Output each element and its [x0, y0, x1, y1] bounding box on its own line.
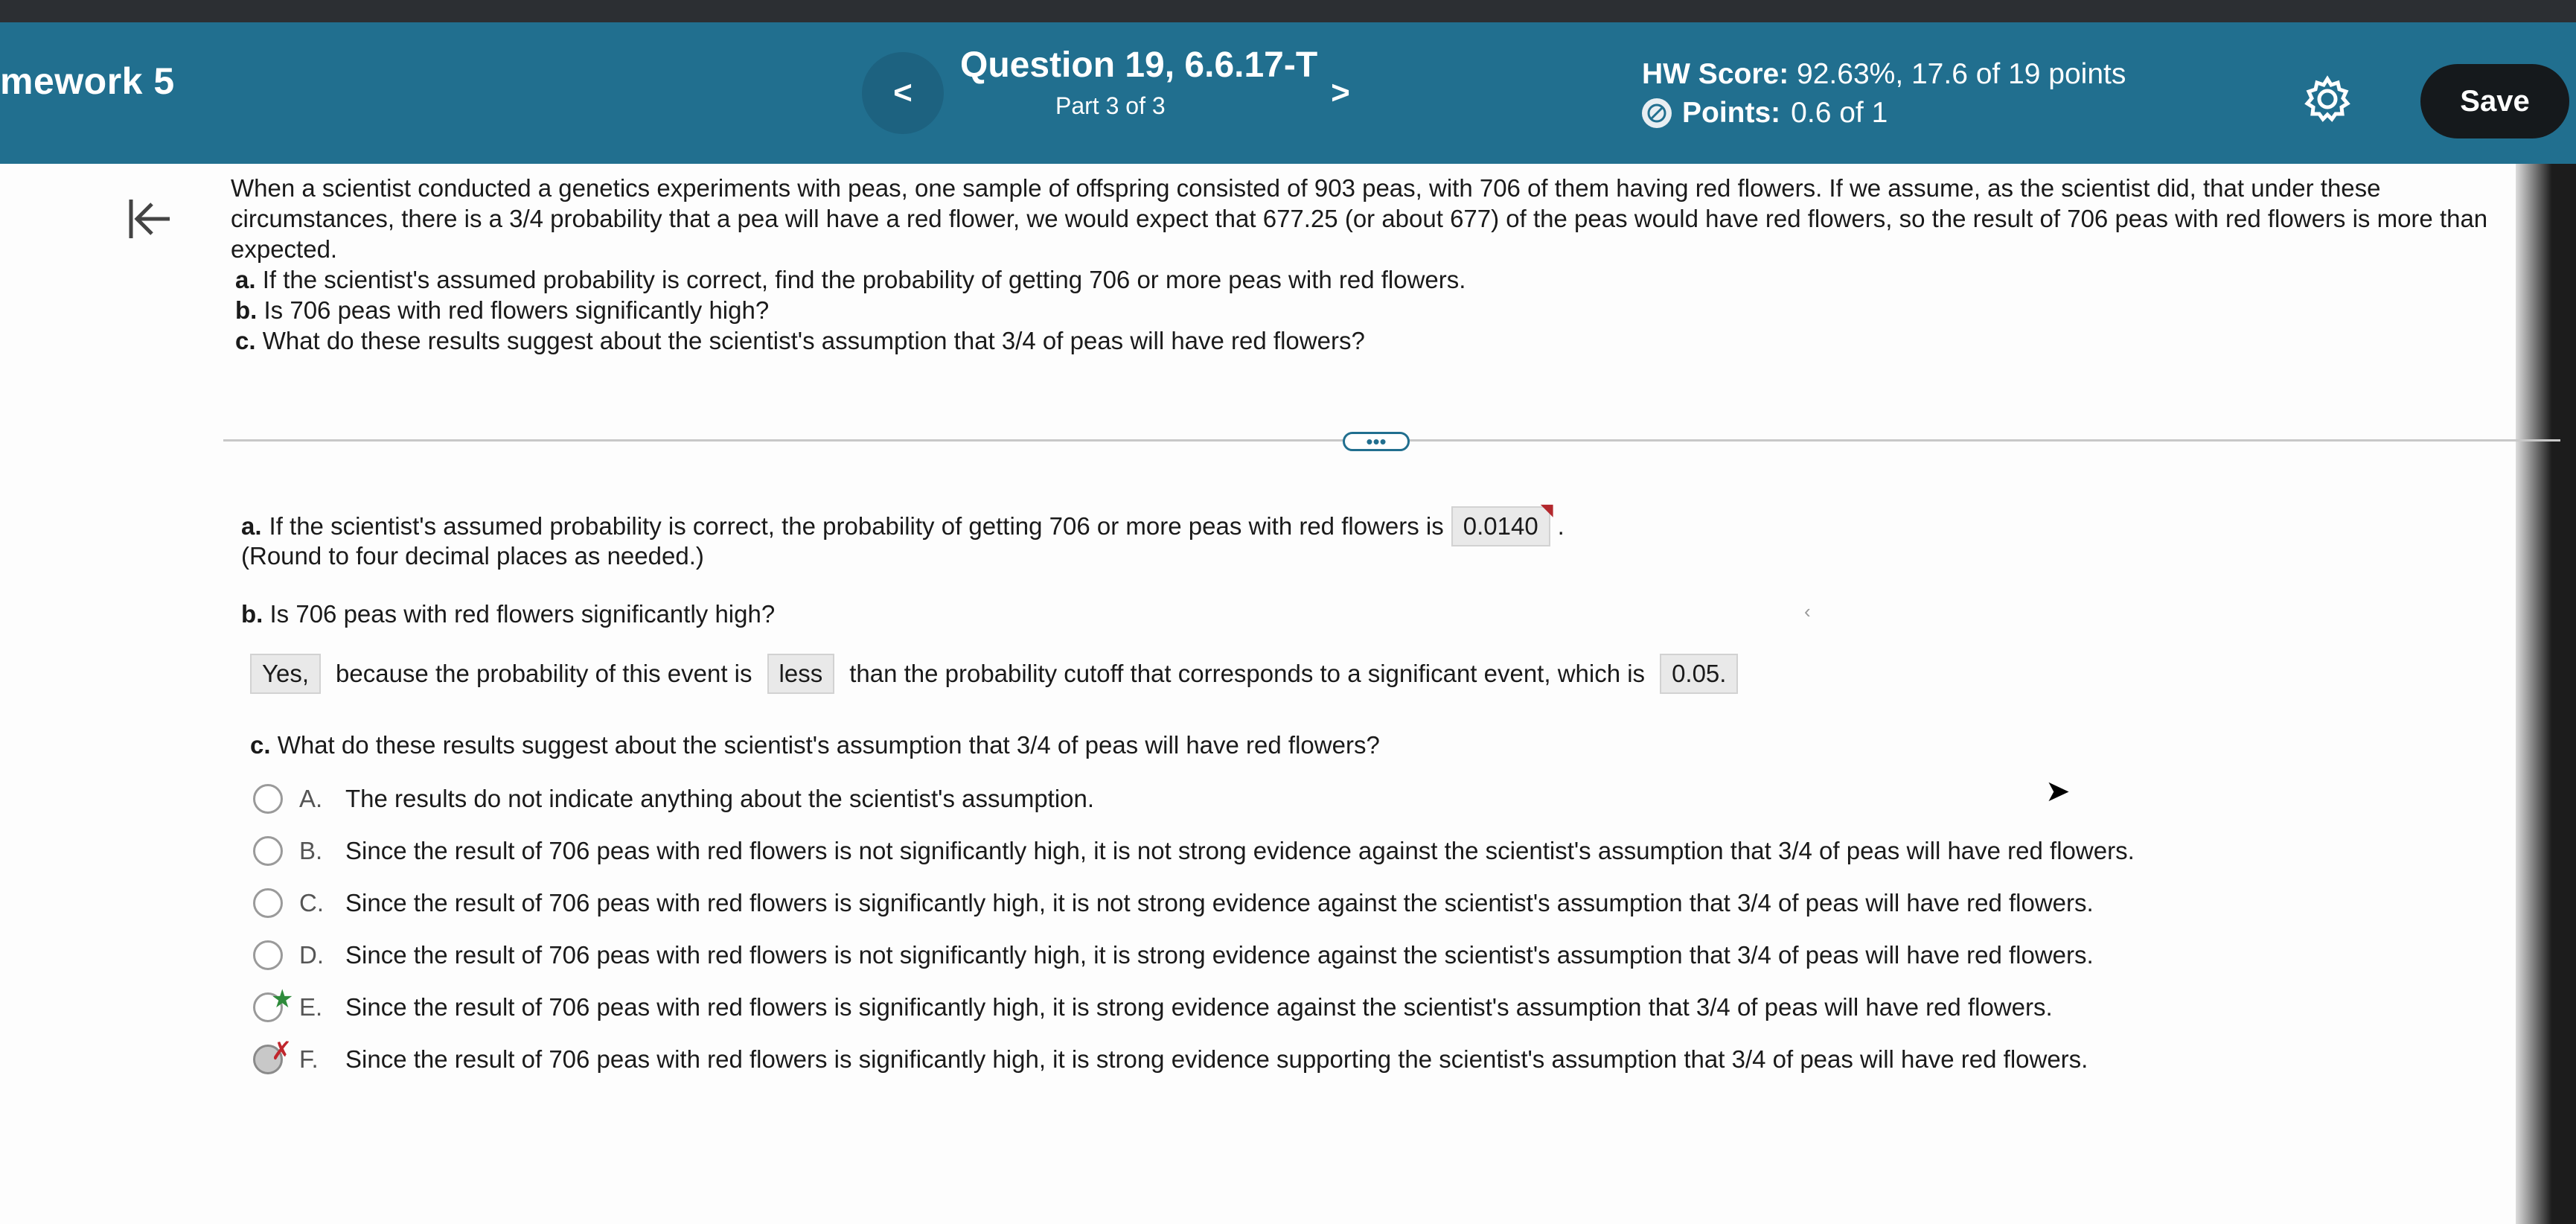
chevron-left-icon: <: [893, 74, 913, 111]
option-text: Since the result of 706 peas with red flowers is significantly high, it is not strong evidence against the scientist's assumption that 3/4 of peas will have red flowers.: [345, 889, 2094, 917]
option-b[interactable]: [253, 825, 2486, 877]
answer-b-less-dropdown[interactable]: less: [767, 654, 835, 694]
mouse-cursor-icon: ➤: [2045, 775, 2071, 808]
option-text: Since the result of 706 peas with red flowers is not significantly high, it is strong evidence against the scientist's assumption that 3/4 of peas will have red flowers.: [345, 941, 2094, 969]
hw-score-label: HW Score:: [1642, 58, 1789, 90]
radio-d[interactable]: [253, 940, 283, 970]
points: [1642, 97, 1888, 130]
answer-b-cutoff-input[interactable]: 0.05.: [1660, 654, 1738, 694]
answer-c-question: c. What do these results suggest about the scientist's assumption that 3/4 of peas will have red flowers?: [250, 731, 1380, 759]
answer-a-period: .: [1557, 512, 1565, 540]
option-text: Since the result of 706 peas with red flowers is not significantly high, it is not strong evidence against the scientist's assumption that 3/4 of peas will have red flowers.: [345, 837, 2135, 864]
chevron-right-icon: >: [1331, 74, 1350, 111]
option-letter: A.: [299, 785, 323, 812]
previous-question-button[interactable]: [862, 52, 944, 134]
question-intro: When a scientist conducted a genetics experiments with peas, one sample of offspring consisted of 903 peas, with 706 of them having red flowers. If we assume, as the scientist did, that under these circumstances, there is a 3/4 probability that a pea will have a red flower, we would expect that 677.25 (or about 677) of the peas would have red flowers, so the result of 706 peas with red flowers is more than expected.: [231, 174, 2488, 263]
collapse-left-icon[interactable]: [125, 195, 173, 254]
option-letter: F.: [299, 1045, 319, 1073]
option-letter: B.: [299, 837, 323, 864]
question-text: [231, 173, 2545, 356]
question-title: Question 19, 6.6.17-T: [960, 45, 1318, 85]
answer-b-yes-dropdown[interactable]: Yes,: [250, 654, 321, 694]
homework-title: mework 5: [0, 60, 175, 102]
hw-score: [1642, 58, 2126, 91]
save-button[interactable]: Save: [2420, 64, 2569, 138]
gear-icon[interactable]: [2301, 73, 2353, 125]
question-part-b: b. Is 706 peas with red flowers significantly high?: [235, 296, 770, 324]
option-text: Since the result of 706 peas with red flowers is significantly high, it is strong evidence supporting the scientist's assumption that 3/4 of peas will have red flowers.: [345, 1045, 2088, 1073]
answer-a: [241, 500, 1565, 546]
option-f[interactable]: [253, 1033, 2486, 1086]
question-part: Part 3 of 3: [1055, 92, 1166, 119]
answer-a-rounding-note: (Round to four decimal places as needed.): [241, 542, 704, 570]
star-icon: ★: [271, 985, 294, 1013]
question-part-c: c. What do these results suggest about the scientist's assumption that 3/4 of peas will have red flowers?: [235, 327, 1365, 354]
answer-b-text-1: because the probability of this event is: [336, 660, 752, 687]
option-letter: D.: [299, 941, 324, 969]
next-question-button[interactable]: [1300, 52, 1381, 134]
answer-a-text: If the scientist's assumed probability is correct, the probability of getting 706 or more peas with red flowers is: [269, 512, 1444, 540]
hw-score-value: 92.63%, 17.6 of 19 points: [1797, 58, 2126, 90]
partial-credit-icon: [1642, 98, 1672, 128]
top-strip: [0, 0, 2576, 22]
option-text: The results do not indicate anything about the scientist's assumption.: [345, 785, 1095, 812]
answer-c-options: [253, 773, 2486, 1086]
question-part-a: a. If the scientist's assumed probability is correct, find the probability of getting 706 or more peas with red flowers.: [235, 266, 1466, 293]
radio-c[interactable]: [253, 888, 283, 918]
header-bar: [0, 22, 2576, 164]
more-options-icon[interactable]: •••: [1343, 432, 1410, 451]
option-a[interactable]: [253, 773, 2486, 825]
option-d[interactable]: [253, 929, 2486, 981]
points-value: 0.6 of 1: [1791, 97, 1888, 129]
radio-b[interactable]: [253, 836, 283, 866]
option-c[interactable]: [253, 877, 2486, 929]
option-letter: E.: [299, 993, 323, 1021]
option-e[interactable]: [253, 981, 2486, 1033]
answer-a-label: a.: [241, 512, 262, 540]
option-text: Since the result of 706 peas with red flowers is significantly high, it is strong evidence against the scientist's assumption that 3/4 of peas will have red flowers.: [345, 993, 2053, 1021]
stray-mark-icon: ‹: [1804, 600, 1811, 622]
answer-a-input[interactable]: 0.0140 ◥: [1451, 506, 1550, 546]
points-label: Points:: [1682, 97, 1781, 129]
answer-b-text-2: than the probability cutoff that corresponds to a significant event, which is: [849, 660, 1646, 687]
answer-b-question: b. Is 706 peas with red flowers significantly high?: [241, 600, 776, 628]
radio-a[interactable]: [253, 784, 283, 814]
option-letter: C.: [299, 889, 324, 917]
x-icon: ✗: [271, 1037, 293, 1065]
answer-b-row: [250, 654, 1738, 694]
incorrect-mark-icon: ◥: [1540, 500, 1553, 519]
